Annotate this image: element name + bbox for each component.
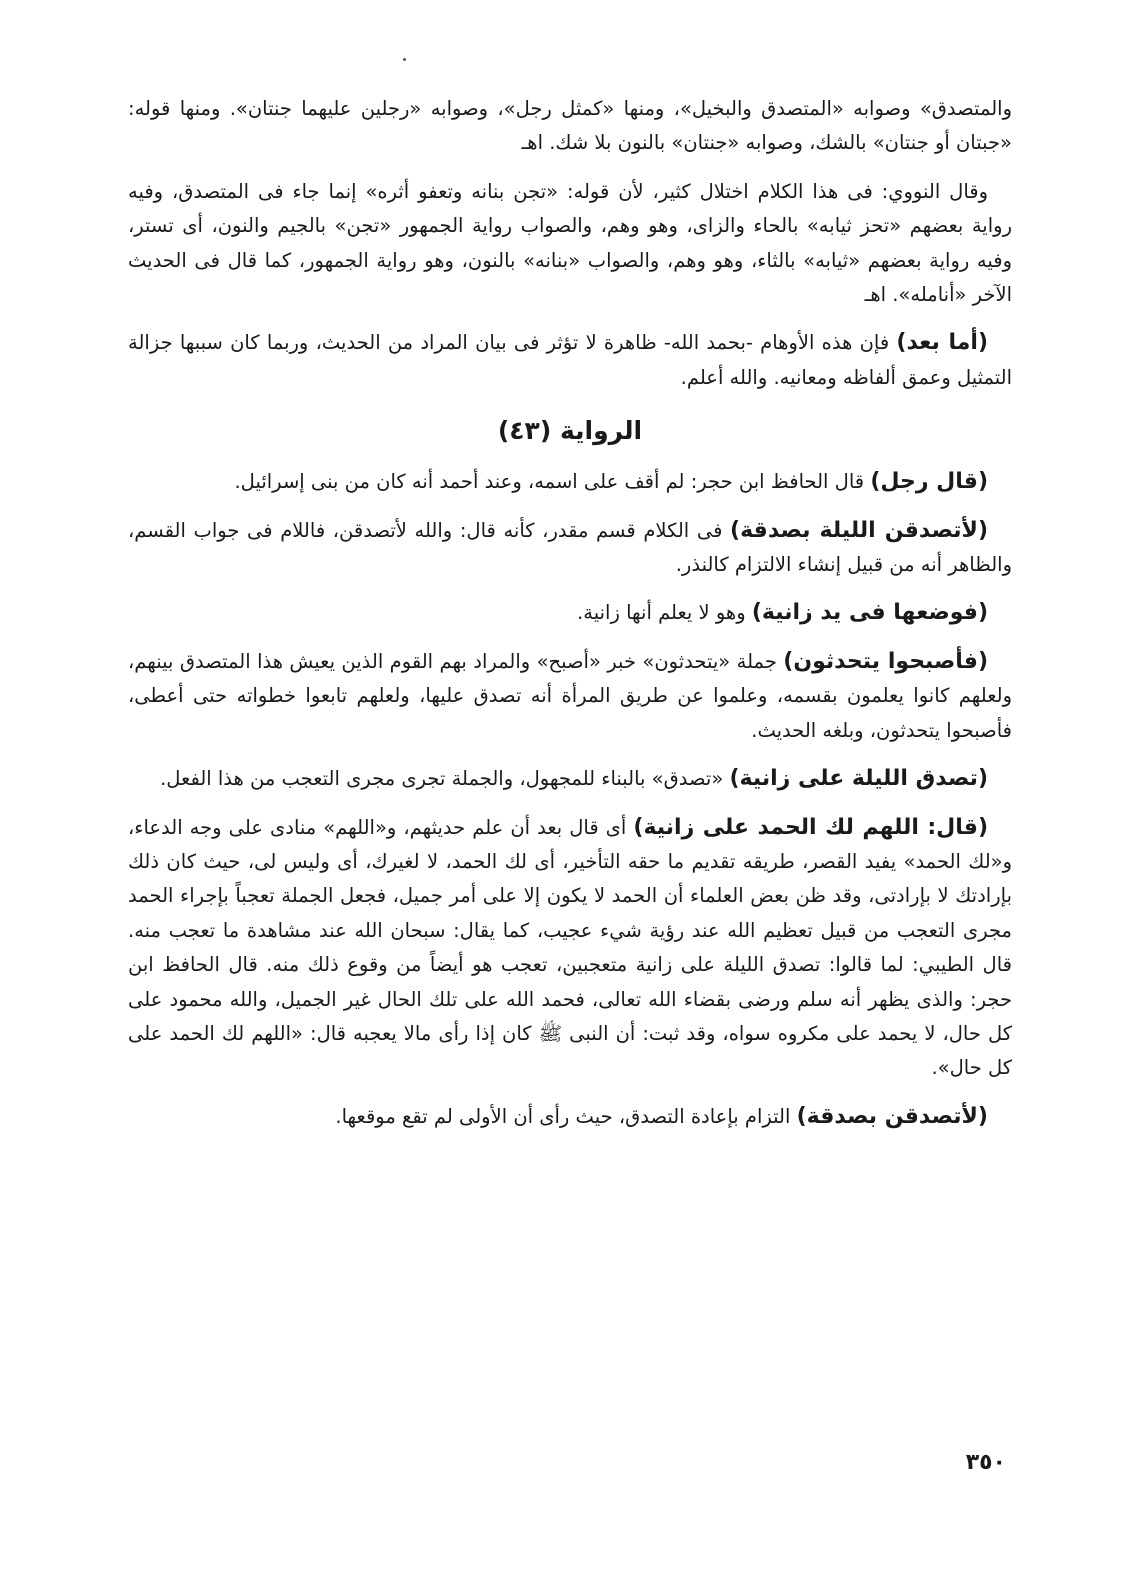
paragraph-top-1: [128, 92, 1012, 161]
paragraph-top-2: [128, 175, 1012, 313]
paragraph-text: فإن هذه الأوهام -بحمد الله- ظاهرة لا تؤثر فى بيان المراد من الحديث، وربما كان سببها جزالة التمثيل وعمق ألفاظه ومعانيه. والله أعلم.: [128, 331, 1012, 389]
paragraph-text: «تصدق» بالبناء للمجهول، والجملة تجرى مجرى التعجب من هذا الفعل.: [160, 767, 730, 791]
paragraph-main-4: [128, 645, 1012, 748]
scan-dot-mark: [403, 58, 406, 61]
paragraph-text: وهو لا يعلم أنها زانية.: [577, 601, 752, 625]
paragraph-lead: (لأتصدقن الليلة بصدقة): [730, 517, 988, 543]
paragraph-lead: (قال رجل): [870, 469, 988, 495]
paragraph-text: قال الحافظ ابن حجر: لم أقف على اسمه، وعند أحمد أنه كان من بنى إسرائيل.: [234, 470, 871, 494]
paragraph-main-1: [128, 465, 1012, 499]
paragraph-main-5: [128, 762, 1012, 796]
paragraph-main-6: [128, 811, 1012, 1086]
paragraph-text: أى قال بعد أن علم حديثهم، و«اللهم» منادى على وجه الدعاء، و«لك الحمد» يفيد القصر، طريقه تقديم ما حقه التأخير، أى لك الحمد، لا لغيرك، أى وليس لى، حيث كان ذلك بإرادتك لا بإرادتى، وقد ظن بعض العلماء أن الحمد لا يكون إلا على أمر جميل، فجعل الجملة تعجباً بإجراء الحمد مجرى التعجب من قبيل تعظيم الله عند رؤية شيء عجيب، كما يقال: سبحان الله عند مشاهدة ما تعجب منه. قال الطيبي: لما قالوا: تصدق الليلة على زانية متعجبين، تعجب هو أيضاً من وقوع ذلك منه. قال الحافظ ابن حجر: والذى يظهر أنه سلم ورضى بقضاء الله تعالى، فحمد الله على تلك الحال غير الجميل، والله محمود على كل حال، لا يحمد على مكروه سواه، وقد ثبت: أن النبى ﷺ كان إذا رأى مالا يعجبه قال: «اللهم لك الحمد على كل حال».: [128, 815, 1012, 1080]
paragraph-lead: (أما بعد): [896, 330, 989, 356]
paragraph-text: والمتصدق» وصوابه «المتصدق والبخيل»، ومنها «كمثل رجل»، وصوابه «رجلين عليهما جنتان». ومنها قوله: «جبتان أو جنتان» بالشك، وصوابه «جنتان» بالنون بلا شك. اهـ: [128, 97, 1012, 155]
paragraph-lead: (فوضعها فى يد زانية): [751, 600, 988, 626]
page-number: ٣٥٠: [965, 1450, 1006, 1475]
paragraph-main-3: [128, 596, 1012, 630]
paragraph-text: جملة «يتحدثون» خبر «أصبح» والمراد بهم القوم الذين يعيش هذا المتصدق بينهم، ولعلهم كانوا يعلمون بقسمه، وعلموا عن طريق المرأة أنه تصدق عليها، ولعلهم تابعوا خطواته حتى أعطى، فأصبحوا يتحدثون، وبلغه الحديث.: [128, 649, 1012, 742]
paragraph-text: وقال النووي: فى هذا الكلام اختلال كثير، لأن قوله: «تجن بنانه وتعفو أثره» إنما جاء فى المتصدق، وفيه رواية بعضهم «تحز ثيابه» بالحاء والزاى، وهو وهم، والصواب رواية الجمهور «تجن» بالجيم والنون، أى تستر، وفيه رواية بعضهم «ثيابه» بالثاء، وهو وهم، والصواب «بنانه» بالنون، وهو رواية الجمهور، كما قال فى الحديث الآخر «أنامله». اهـ: [128, 179, 1012, 307]
page-body: [128, 92, 1012, 1148]
paragraph-text: فى الكلام قسم مقدر، كأنه قال: والله لأتصدقن، فاللام فى جواب القسم، والظاهر أنه من قبيل إنشاء الالتزام كالنذر.: [128, 518, 1012, 577]
paragraph-lead: (لأتصدقن بصدقة): [796, 1103, 988, 1129]
paragraph-text: التزام بإعادة التصدق، حيث رأى أن الأولى لم تقع موقعها.: [335, 1104, 797, 1128]
paragraph-top-3: [128, 326, 1012, 395]
paragraph-lead: (فأصبحوا يتحدثون): [783, 648, 989, 674]
section-title: الرواية (٤٣): [497, 416, 643, 446]
paragraph-lead: (قال: اللهم لك الحمد على زانية): [633, 814, 988, 840]
paragraph-lead: (تصدق الليلة على زانية): [729, 766, 988, 792]
paragraph-main-7: [128, 1100, 1012, 1134]
paragraph-main-2: [128, 514, 1012, 583]
